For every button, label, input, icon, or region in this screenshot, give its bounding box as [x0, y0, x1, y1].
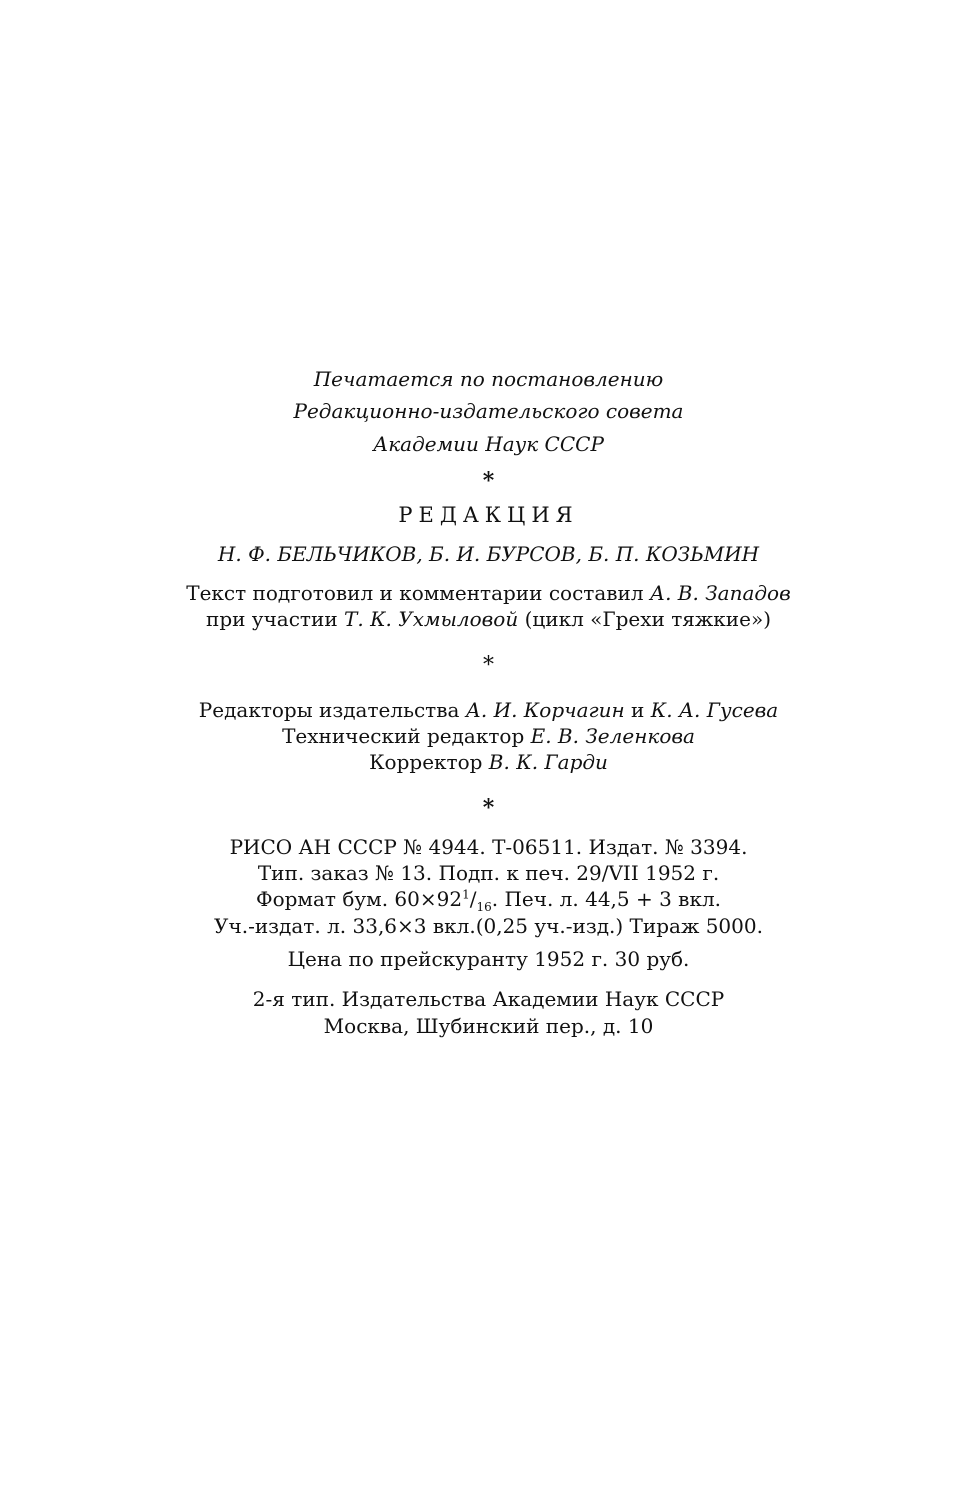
imprint-line-3	[0, 886, 977, 912]
preparer-name: А. В. Западов	[649, 581, 791, 605]
editorial-members: Н. Ф. БЕЛЬЧИКОВ, Б. И. БУРСОВ, Б. П. КОЗЬМИН	[217, 542, 760, 566]
resolution-line-2: Редакционно-издательского совета	[293, 399, 684, 423]
imprint-line-4: Уч.-издат. л. 33,6×3 вкл.(0,25 уч.-изд.) Тираж 5000.	[214, 914, 763, 938]
imprint-line-2: Тип. заказ № 13. Подп. к печ. 29/VII 1952 г.	[257, 861, 720, 885]
preparation-line-1	[0, 580, 977, 606]
separator-asterisk: *	[483, 653, 494, 678]
printer-line-1: 2-я тип. Издательства Академии Наук СССР	[252, 987, 725, 1011]
imprint-line-1: РИСО АН СССР № 4944. Т-06511. Издат. № 3394.	[229, 835, 748, 859]
printer-line-2: Москва, Шубинский пер., д. 10	[323, 1014, 654, 1038]
proofreader-line	[0, 749, 977, 775]
proofreader-label: Корректор	[369, 750, 483, 774]
editors-line	[0, 697, 977, 723]
preparation-line-2	[0, 606, 977, 632]
resolution-line-3: Академии Наук СССР	[373, 432, 604, 456]
editor-name-2: К. А. Гусева	[650, 698, 779, 722]
tech-editor-label: Технический редактор	[282, 724, 525, 748]
tech-editor-name: Е. В. Зеленкова	[530, 724, 695, 748]
participation-prefix: при участии	[205, 607, 338, 631]
resolution-line-1: Печатается по постановлению	[313, 367, 664, 391]
print-sheets: . Печ. л. 44,5 + 3 вкл.	[491, 887, 722, 911]
format-fraction-numerator: 1	[462, 887, 470, 902]
proofreader-name: В. К. Гарди	[488, 750, 608, 774]
editor-name-1: А. И. Корчагин	[465, 698, 625, 722]
preparation-text: Текст подготовил и комментарии составил	[186, 581, 644, 605]
price-line: Цена по прейскуранту 1952 г. 30 руб.	[287, 947, 690, 971]
editorial-heading: РЕДАКЦИЯ	[398, 503, 579, 527]
editors-conjunction: и	[631, 698, 645, 722]
editors-label: Редакторы издательства	[198, 698, 460, 722]
participation-note: (цикл «Грехи тяжкие»)	[524, 607, 772, 631]
format-fraction-denominator: 16	[476, 900, 492, 914]
participant-name: Т. К. Ухмыловой	[344, 607, 519, 631]
paper-format: Формат бум. 60×92	[255, 887, 463, 911]
tech-editor-line	[0, 723, 977, 749]
separator-asterisk: *	[482, 468, 495, 494]
format-fraction-slash: /	[469, 887, 477, 911]
separator-asterisk: *	[482, 795, 495, 821]
